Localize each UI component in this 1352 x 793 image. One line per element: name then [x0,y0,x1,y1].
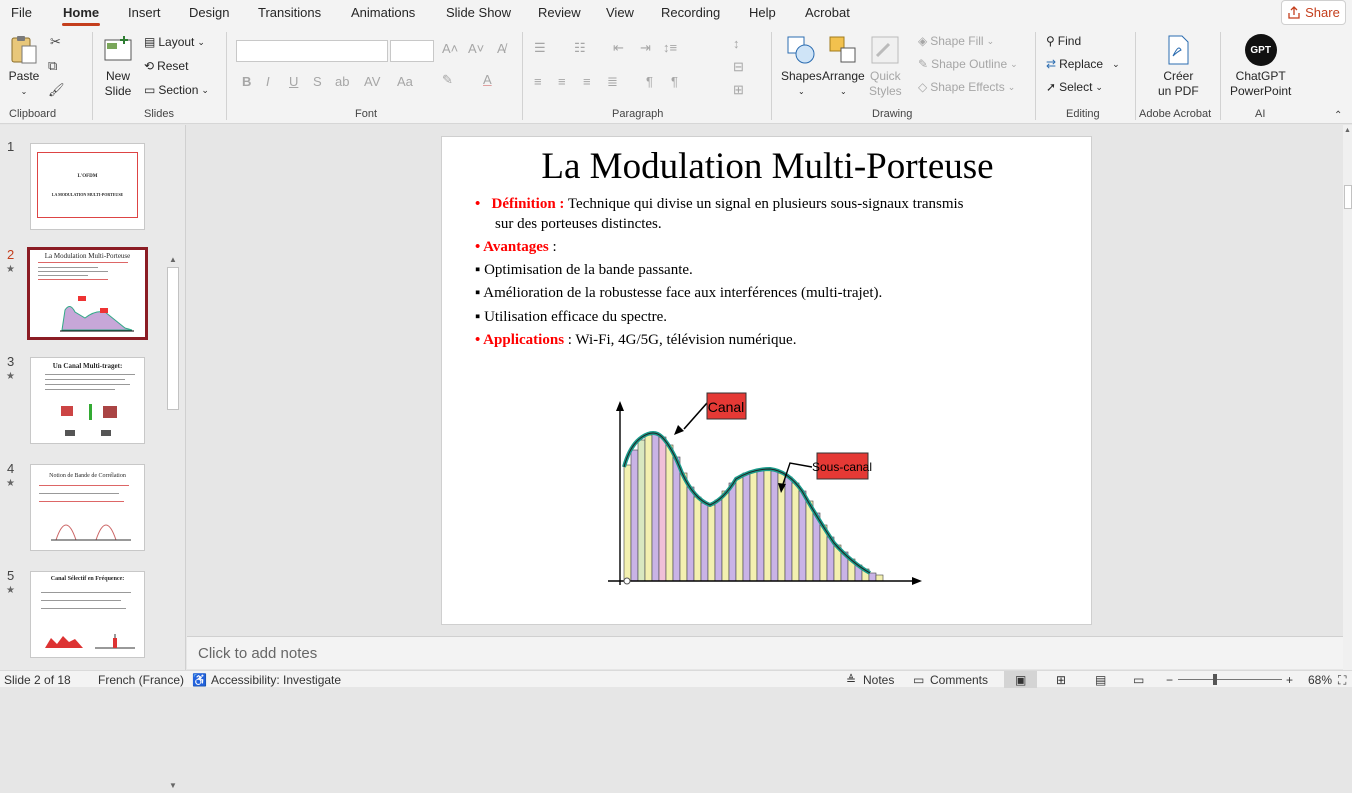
chevron-down-icon: ⌄ [986,35,995,46]
chevron-down-icon: ⌄ [201,84,209,95]
align-text-icon[interactable]: ⊟ [733,59,744,74]
slide-title[interactable]: La Modulation Multi-Porteuse [541,146,994,187]
format-painter-icon[interactable]: 🖌 [48,82,65,97]
thumb-text-line [45,374,135,375]
thumb-text-line [38,267,98,268]
scroll-down-icon[interactable]: ▼ [169,781,177,790]
increase-indent-icon[interactable]: ⇥ [640,40,651,55]
thumb-tree-icon [89,404,92,420]
language-indicator[interactable]: French (France) [98,673,185,687]
thumb-text-line [45,389,115,390]
create-pdf-label-2: un PDF [1158,84,1199,98]
tab-review[interactable]: Review [538,5,581,20]
quick-styles-icon [869,34,901,66]
share-label: Share [1305,5,1340,20]
thumb-title: Canal Sélectif en Fréquence: [50,576,125,582]
collapse-ribbon-icon[interactable]: ⌃ [1334,110,1343,121]
bullets-icon[interactable]: ☰ [534,40,546,55]
group-label-ai: AI [1255,108,1266,120]
thumb-text-line [41,608,126,609]
animation-star-icon: ★ [6,478,15,489]
animation-star-icon: ★ [6,585,15,596]
thumb-text-line [39,485,129,486]
thumb-text-line [38,275,88,276]
create-pdf-label: Créer [1163,69,1194,83]
group-label-font: Font [355,108,378,120]
thumb-text-line [38,279,108,280]
select-label: Select [1059,80,1093,94]
bold-icon[interactable]: B [242,74,252,89]
zoom-level[interactable]: 68% [1308,673,1333,687]
group-label-editing: Editing [1066,108,1100,120]
thumb-subtitle: LA MODULATION MULTI-PORTEUSE [51,192,124,197]
paint-bucket-icon: ◈ [918,34,928,48]
share-button[interactable] [1281,0,1346,25]
thumb-house-icon [103,406,117,418]
decrease-indent-icon[interactable]: ⇤ [613,40,624,55]
underline-icon[interactable]: U [289,74,299,89]
fit-slide-icon[interactable]: ⛶ [1338,673,1347,687]
ltr-icon[interactable]: ¶ [646,74,653,89]
tab-transitions[interactable]: Transitions [258,5,322,20]
definition-line-2[interactable]: sur des porteuses distinctes. [495,216,662,232]
slide-thumbnail-2[interactable] [27,247,148,340]
strikethrough-icon[interactable]: ab [335,74,350,89]
quick-styles-label-2: Styles [869,84,902,98]
definition-line[interactable]: • Définition : Technique qui divise un signal en plusieurs sous-signaux transmis [475,196,964,212]
reset-icon: ⟲ [144,59,155,73]
arrange-button[interactable] [822,34,865,99]
thumb-text-line [39,493,119,494]
search-icon: ⚲ [1046,34,1055,48]
find-label: Find [1057,34,1082,48]
copy-icon[interactable]: ⧉ [48,58,58,73]
new-slide-icon [102,34,134,66]
group-label-slides: Slides [144,108,174,120]
tab-design[interactable]: Design [189,5,230,20]
accessibility-status[interactable]: Accessibility: Investigate [211,673,342,687]
thumb-number: 3 [7,354,15,369]
thumb-text-line [41,600,121,601]
effects-icon: ◇ [918,80,928,94]
group-label-clipboard: Clipboard [9,108,57,120]
clear-formatting-icon[interactable]: A̸ [497,41,506,56]
thumb-title: Un Canal Multi-traget: [52,362,123,370]
scroll-up-icon[interactable]: ▲ [1344,127,1351,134]
section-button[interactable] [144,83,209,97]
definition-text: Technique qui divise un signal en plusieurs sous-signaux transmis [567,196,964,212]
chevron-down-icon: ⌄ [1007,81,1016,92]
shape-outline-label: Shape Outline [931,57,1008,71]
thumb-spectrum-figure [60,290,135,335]
shapes-icon [785,34,817,66]
zoom-slider-thumb[interactable] [1213,674,1217,685]
section-icon: ▭ [144,83,156,97]
increase-font-icon[interactable]: A˄ [442,41,459,56]
group-separator [1220,32,1221,120]
shadow-icon[interactable]: S [313,74,322,89]
group-separator [1135,32,1136,120]
paste-button[interactable] [8,34,40,99]
avantages-line[interactable] [475,239,557,256]
definition-label: Définition : [491,196,565,212]
animation-star-icon: ★ [6,264,15,275]
layout-icon: ▤ [144,35,156,49]
layout-label: Layout [158,35,195,49]
list-item[interactable]: ▪ Optimisation de la bande passante. [475,262,693,278]
group-separator [1035,32,1036,120]
slide-thumbnail-5[interactable] [30,571,145,658]
reset-button[interactable] [144,59,188,73]
align-left-icon[interactable]: ≡ [534,74,542,89]
slideshow-icon[interactable]: ▭ [1133,673,1145,687]
thumb-text-line [41,592,131,593]
paste-label: Paste [8,69,40,83]
zoom-slider[interactable] [1178,679,1282,680]
slide-thumbnail-3[interactable] [30,357,145,444]
thumb-text-line [38,271,108,272]
thumb-number: 2 [7,247,15,262]
multicarrier-spectrum-figure[interactable] [602,395,927,591]
new-slide-label: New [105,69,130,83]
tab-animations[interactable]: Animations [351,5,416,20]
chevron-down-icon: ⌄ [1112,58,1120,69]
chatgpt-label-2: PowerPoint [1230,84,1292,98]
chatgpt-icon: GPT [1245,34,1277,66]
list-item[interactable]: ▪ Utilisation efficace du spectre. [475,309,668,325]
shape-outline-button[interactable] [918,57,1018,71]
tab-view[interactable]: View [606,5,634,20]
group-separator [771,32,772,120]
rtl-icon[interactable]: ¶ [671,74,678,89]
text-direction-icon[interactable]: ↕ [733,36,740,51]
thumb-building-icon [61,406,73,416]
replace-icon: ⇄ [1046,57,1057,71]
reset-label: Reset [157,59,189,73]
font-family-combo[interactable] [236,40,388,62]
scroll-thumb[interactable] [167,267,179,410]
scroll-up-icon[interactable]: ▲ [169,255,177,264]
chatgpt-powerpoint-button[interactable] [1230,34,1291,99]
paste-icon [8,34,40,66]
thumb-text-line [39,501,124,502]
chevron-down-icon: ⌄ [20,87,28,96]
group-label-drawing: Drawing [872,108,913,120]
new-slide-label-2: Slide [104,84,132,98]
shapes-label: Shapes [781,69,822,83]
notes-icon[interactable]: ≜ [846,673,857,687]
group-separator [522,32,523,120]
thumbnail-scrollbar[interactable] [166,255,180,793]
tab-acrobat[interactable]: Acrobat [805,5,850,20]
thumb-number: 5 [7,568,15,583]
thumb-number: 1 [7,139,15,154]
tab-insert[interactable]: Insert [128,5,161,20]
line-spacing-icon[interactable]: ↕≡ [663,40,678,55]
quick-styles-label: Quick [870,69,901,83]
chevron-down-icon: ⌄ [1095,81,1103,92]
applications-label: • Applications [475,332,565,348]
align-center-icon[interactable]: ≡ [558,74,566,89]
ribbon [0,26,1352,124]
create-pdf-button[interactable] [1158,34,1199,99]
arrange-label: Arrange [822,69,865,83]
slide-sorter-icon[interactable]: ⊞ [1056,673,1067,687]
chevron-down-icon: ⌄ [197,36,205,47]
accessibility-icon[interactable]: ♿ [192,673,207,687]
normal-view-icon: ▣ [1015,673,1027,687]
share-icon [1287,6,1301,20]
thumb-car-icon [101,430,111,436]
chatgpt-label: ChatGPT [1235,69,1286,83]
layout-button[interactable] [144,35,205,49]
pen-icon: ✎ [918,57,929,71]
group-separator [92,32,93,120]
shapes-button[interactable] [781,34,822,99]
shape-fill-label: Shape Fill [930,34,984,48]
status-bar [0,670,1352,687]
notes-toggle[interactable]: Notes [863,673,895,687]
thumb-text-line [45,379,125,380]
find-button[interactable] [1046,34,1081,48]
thumb-text-line [38,262,128,263]
chevron-down-icon: ⌄ [1010,58,1018,69]
cursor-icon: ➚ [1046,80,1057,94]
canal-label: Canal [707,399,745,415]
quick-styles-button[interactable] [869,34,902,99]
align-right-icon[interactable]: ≡ [583,74,591,89]
comments-toggle[interactable]: Comments [930,673,989,687]
shape-effects-button[interactable] [918,80,1015,94]
italic-icon[interactable]: I [266,74,270,89]
avantages-colon: : [548,239,557,255]
thumb-correlation-figure [51,510,131,545]
thumb-title: L'OFDM [77,174,98,179]
thumb-text-line [45,384,130,385]
chevron-down-icon: ⌄ [840,87,847,96]
tab-file[interactable]: File [11,5,32,20]
avantages-label: • Avantages [475,239,549,255]
select-button[interactable] [1046,80,1103,94]
applications-line[interactable] [475,332,796,349]
highlight-icon[interactable]: ✎ [442,72,453,87]
tab-slide-show[interactable]: Slide Show [446,5,512,20]
notes-pane[interactable] [187,636,1343,669]
tab-recording[interactable]: Recording [661,5,721,20]
reading-view-icon[interactable]: ▤ [1095,673,1107,687]
thumb-selective-figure [43,630,138,652]
numbering-icon[interactable]: ☷ [574,40,586,55]
thumb-car-icon [65,430,75,436]
replace-label: Replace [1059,57,1104,71]
cut-icon[interactable]: ✂ [50,34,61,49]
notes-placeholder[interactable]: Click to add notes [198,645,318,662]
smartart-icon[interactable]: ⊞ [733,82,744,97]
scroll-thumb[interactable] [1344,185,1352,209]
thumb-frame [37,152,138,218]
pdf-icon [1162,34,1194,66]
new-slide-button[interactable] [102,34,134,99]
list-item[interactable]: ▪ Amélioration de la robustesse face aux interférences (multi-trajet). [475,285,883,301]
animation-star-icon: ★ [6,371,15,382]
group-separator [226,32,227,120]
menu-bar [0,0,1352,26]
thumb-number: 4 [7,461,15,476]
section-label: Section [158,83,199,97]
change-case-icon[interactable]: Aa [397,74,413,89]
souscanal-label: Sous-canal [811,460,873,474]
decrease-font-icon[interactable]: A˅ [468,41,485,56]
slide-thumbnail-4[interactable] [30,464,145,551]
font-color-icon[interactable]: A [483,72,492,87]
slide-thumbnail-1[interactable] [30,143,145,230]
shape-fill-button[interactable] [918,34,994,48]
slide-editor[interactable] [441,136,1092,625]
editor-scrollbar[interactable] [1343,125,1352,670]
tab-home[interactable]: Home [63,5,100,20]
shape-effects-label: Shape Effects [930,80,1005,94]
zoom-out-icon[interactable]: − [1166,673,1174,687]
justify-icon[interactable]: ≣ [607,74,618,89]
arrange-icon [827,34,859,66]
group-label-paragraph: Paragraph [612,108,664,120]
tab-help[interactable]: Help [749,5,776,20]
group-label-acrobat: Adobe Acrobat [1139,108,1212,120]
applications-text: : Wi-Fi, 4G/5G, télévision numérique. [564,332,797,348]
comments-icon[interactable]: ▭ [913,673,925,687]
replace-button[interactable] [1046,57,1120,71]
thumb-title: Notion de Bande de Corrélation [49,473,126,479]
slide-counter: Slide 2 of 18 [4,673,71,687]
character-spacing-icon[interactable]: AV [364,74,381,89]
zoom-in-icon[interactable]: + [1286,673,1294,687]
chevron-down-icon: ⌄ [798,87,805,96]
font-size-combo[interactable] [390,40,434,62]
thumb-title: La Modulation Multi-Porteuse [44,252,131,260]
